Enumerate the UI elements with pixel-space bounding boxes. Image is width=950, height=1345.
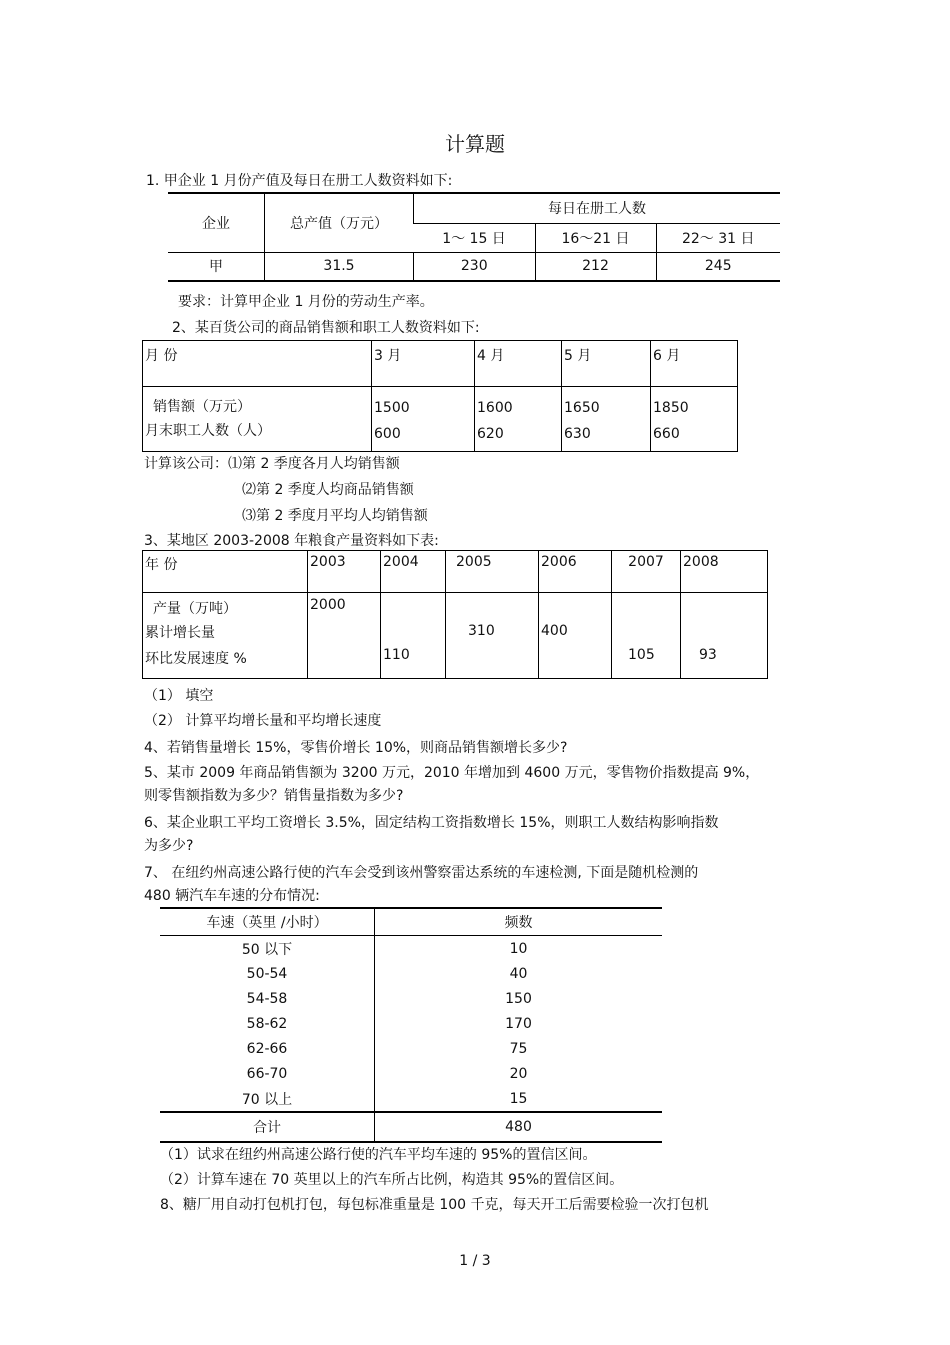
q1-header-p2: 16～21 日 [535,223,656,252]
q7-task1: （1）试求在纽约州高速公路行使的汽车平均车速的 95%的置信区间。 [160,1147,597,1163]
q2-task: ⑵第 2 季度人均商品销售额 [242,482,414,498]
q7-header-speed: 车速（英里 /小时） [160,908,375,936]
q1-header-company: 企业 [168,193,265,252]
q6-line2: 为多少? [144,838,194,854]
q2-task: 计算该公司：⑴第 2 季度各月人均销售额 [144,456,400,472]
q7-speed-cell: 66-70 [160,1061,375,1086]
q8-text: 8、糖厂用自动打包机打包，每包标准重量是 100 千克，每天开工后需要检验一次打包机 [160,1197,709,1213]
q3-cum-2005: 310 [468,623,495,639]
q7-speed-cell: 58-62 [160,1011,375,1036]
q3-year: 2008 [681,551,768,593]
q2-workers-label: 月末职工人数（人） [145,423,271,439]
q1-requirement: 要求：计算甲企业 1 月份的劳动生产率。 [178,294,434,310]
q2-sales-value: 1850 [653,400,689,416]
q3-ratio-2008: 93 [699,647,717,663]
q1-header-p1: 1～ 15 日 [414,223,536,252]
q2-month: 4 月 [475,341,562,387]
q3-cum-label: 累计增长量 [145,625,215,641]
q1-cell-p2: 212 [535,252,656,281]
q1-cell-p3: 245 [656,252,780,281]
q7-freq-cell: 40 [509,965,528,982]
q3-year: 2003 [308,551,381,593]
q7-speed-cell: 50 以下 [160,936,375,962]
q3-intro: 3、某地区 2003-2008 年粮食产量资料如下表: [144,533,439,549]
q7-total-label: 合计 [160,1112,375,1142]
q3-ratio-2007: 105 [628,647,655,663]
q7-freq-cell: 150 [505,990,532,1007]
q2-table [142,340,738,452]
q2-month: 3 月 [372,341,475,387]
q3-table [142,550,768,679]
q2-intro: 2、某百货公司的商品销售额和职工人数资料如下: [172,320,480,336]
q7-freq-cell: 15 [509,1090,528,1107]
q1-header-workers: 每日在册工人数 [414,193,781,223]
q1-table [168,192,780,282]
q2-workers-value: 600 [374,426,401,442]
q2-workers-value: 660 [653,426,680,442]
page-title: 计算题 [445,132,505,156]
q2-task: ⑶第 2 季度月平均人均销售额 [242,508,428,524]
q7-freq-cell: 170 [505,1015,532,1032]
q7-table [160,907,662,1143]
q3-year: 2005 [446,551,539,593]
q7-line1: 7、 在纽约州高速公路行使的汽车会受到该州警察雷达系统的车速检测, 下面是随机检测的 [144,865,699,881]
q3-ratio-label: 环比发展速度 % [145,651,247,667]
q6-line1: 6、某企业职工平均工资增长 3.5%，固定结构工资指数增长 15%，则职工人数结构影响指数 [144,815,719,831]
q1-header-p3: 22～ 31 日 [656,223,780,252]
q3-cum-2006: 400 [541,623,568,639]
q7-total-value: 480 [375,1112,663,1142]
q2-workers-value: 630 [564,426,591,442]
q3-output-label: 产量（万吨） [153,601,237,617]
q7-speed-cell: 70 以上 [160,1086,375,1112]
q2-month: 5 月 [562,341,651,387]
q7-line2: 480 辆汽车车速的分布情况: [144,888,320,904]
q7-freq-cell: 10 [509,940,528,957]
q1-cell-output: 31.5 [265,252,414,281]
q7-speed-cell: 62-66 [160,1036,375,1061]
q7-task2: （2）计算车速在 70 英里以上的汽车所占比例，构造其 95%的置信区间。 [160,1172,624,1188]
page-number: 1 / 3 [459,1253,491,1269]
q4-text: 4、若销售量增长 15%，零售价增长 10%，则商品销售额增长多少? [144,740,568,756]
q7-freq-cell: 75 [509,1040,528,1057]
q7-speed-cell: 54-58 [160,986,375,1011]
q2-workers-value: 620 [477,426,504,442]
q7-speed-cell: 50-54 [160,961,375,986]
q2-sales-value: 1500 [374,400,410,416]
q1-cell-p1: 230 [414,252,536,281]
q3-task: （2） 计算平均增长量和平均增长速度 [144,713,382,729]
q3-year: 2006 [539,551,612,593]
q3-output-2003: 2000 [310,597,346,613]
q2-sales-label: 销售额（万元） [153,399,251,415]
q5-line2: 则零售额指数为多少？销售量指数为多少? [144,788,404,804]
q2-month-label: 月 份 [143,341,372,387]
q3-year-label: 年 份 [143,551,308,593]
q3-ratio-2004: 110 [383,647,410,663]
q1-intro: 1. 甲企业 1 月份产值及每日在册工人数资料如下: [146,173,453,189]
q2-month: 6 月 [651,341,738,387]
q3-year: 2004 [381,551,446,593]
q2-sales-value: 1600 [477,400,513,416]
q3-year: 2007 [612,551,681,593]
q1-cell-company: 甲 [168,252,265,281]
q7-freq-cell: 20 [509,1065,528,1082]
q2-sales-value: 1650 [564,400,600,416]
q7-header-freq: 频数 [375,908,663,936]
q3-task: （1） 填空 [144,688,214,704]
q1-header-output: 总产值（万元） [265,193,414,252]
q5-line1: 5、某市 2009 年商品销售额为 3200 万元，2010 年增加到 4600 万元，零售物价指数提高 9%， [144,765,760,781]
